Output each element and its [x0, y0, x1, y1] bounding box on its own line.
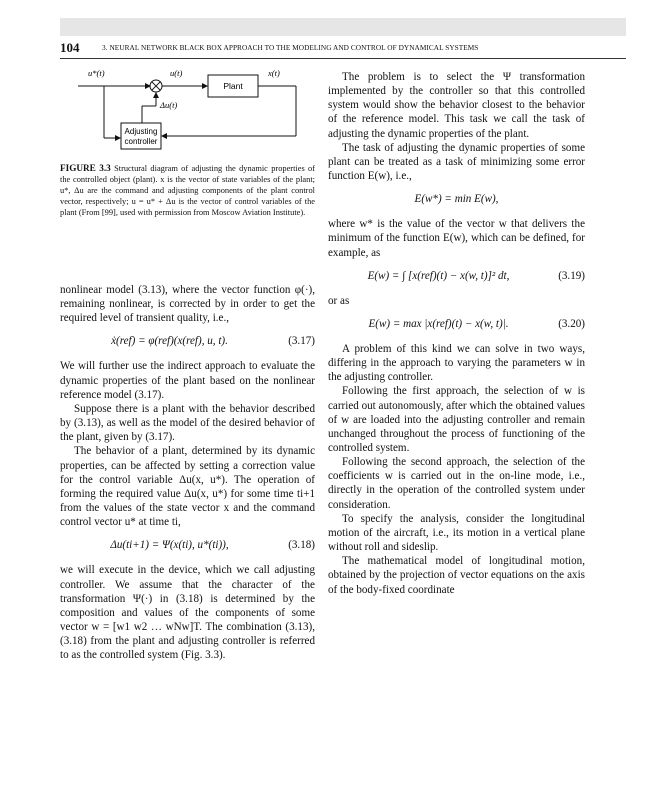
equation-body: ẋ(ref) = φ(ref)(x(ref), u, t). [111, 335, 228, 348]
paragraph: Suppose there is a plant with the behavior described by (3.13), as well as the model of the desired behavior of the plant, given by (3.17). [60, 402, 315, 444]
right-column [328, 70, 585, 597]
equation-min [328, 189, 585, 211]
figure-caption [60, 163, 315, 218]
equation-number: (3.17) [288, 335, 315, 348]
equation-number: (3.18) [288, 539, 315, 552]
equation-3-17 [60, 331, 315, 353]
page-number: 104 [60, 40, 80, 55]
label-delta-u: Δu(t) [160, 100, 178, 110]
adjusting-label-1: Adjusting [124, 127, 158, 136]
paragraph: where w* is the value of the vector w that delivers the minimum of the function E(w), which can be defined, for example, as [328, 218, 585, 259]
equation-body: E(w*) = min E(w), [414, 193, 499, 206]
paragraph: Following the second approach, the selection of the coefficients w is carried out in the on-line mode, i.e., directly in the operation of the controlled system under consideration. [328, 456, 585, 511]
paragraph: We will further use the indirect approach to evaluate the dynamic properties of the plant based on the nonlinear reference model (3.17). [60, 360, 315, 401]
top-gray-band [60, 18, 626, 36]
equation-body: Δu(ti+1) = Ψ(x(ti), u*(ti)), [110, 539, 229, 552]
paragraph: The task of adjusting the dynamic properties of some plant can be treated as a task of minimizing some error function E(w), i.e., [328, 141, 585, 183]
equation-body: E(w) = ∫ [x(ref)(t) − x(w, t)]² dt, [367, 269, 510, 282]
paragraph: The behavior of a plant, determined by its dynamic properties, can be affected by setting a correction value for the control variable Δu(x, u*). The operation of forming the required value Δu(x, u*) for some time ti+1 from the values of the state vector x and the command control vector u* at time ti, [60, 445, 315, 529]
paragraph: we will execute in the device, which we call adjusting controller. We assume that the character of the transformation Ψ(·) in (3.18) is determined by the composition and values of the components of some vector w = [w1 w2 … wNw]T. The combination (3.13), (3.18) from the plant and adjusting controller is referred to as the controlled system (Fig. 3.3). [60, 564, 315, 662]
paragraph: The problem is to select the Ψ transformation implemented by the controller so that this controlled system would show the behavior closest to the behavior of the reference model. This task we call the task of adjusting the dynamic properties of the plant. [328, 71, 585, 140]
paragraph: Following the first approach, the selection of w is carried out autonomously, after which the obtained values of w are loaded into the adjusting controller and remain unchanged throughout the process of functioning of the controlled system. [328, 385, 585, 454]
label-u: u(t) [170, 68, 183, 78]
paragraph: A problem of this kind we can solve in two ways, differing in the approach to varying the parameters w in the adjusting controller. [328, 342, 585, 384]
paragraph: The mathematical model of longitudinal motion, obtained by the projection of vector equations on the axis of the body-fixed coordinate [328, 555, 585, 596]
plant-label: Plant [223, 81, 243, 91]
paragraph: To specify the analysis, consider the longitudinal motion of the aircraft, i.e., its motion in a vertical plane without roll and sideslip. [328, 512, 585, 554]
left-column [60, 283, 315, 662]
equation-3-18 [60, 535, 315, 557]
equation-3-19 [328, 266, 585, 288]
page-header [60, 40, 626, 59]
caption-text: Structural diagram of adjusting the dynamic properties of the controlled object (plant). x is the vector of state variables of the plant; u*, Δu are the command and adjusting components of the plant control vector, respectively; u = u* + Δu is the vector of control variables of the plant (From [99], used with permission from Moscow Aviation Institute). [60, 164, 316, 218]
label-u-star: u*(t) [88, 68, 105, 78]
paragraph: nonlinear model (3.13), where the vector function φ(·), remaining nonlinear, is corrected by in order to get the required level of transient quality, i.e., [60, 284, 315, 325]
equation-number: (3.19) [558, 269, 585, 282]
equation-number: (3.20) [558, 317, 585, 330]
equation-body: E(w) = max |x(ref)(t) − x(w, t)|. [368, 317, 509, 330]
figure-3-3-diagram [78, 66, 308, 154]
label-x: x(t) [268, 68, 280, 78]
caption-label: FIGURE 3.3 [60, 163, 111, 173]
equation-3-20 [328, 314, 585, 336]
running-title: 3. NEURAL NETWORK BLACK BOX APPROACH TO THE MODELING AND CONTROL OF DYNAMICAL SYSTEMS [102, 43, 479, 52]
paragraph: or as [328, 294, 350, 307]
adjusting-label-2: controller [124, 137, 158, 146]
